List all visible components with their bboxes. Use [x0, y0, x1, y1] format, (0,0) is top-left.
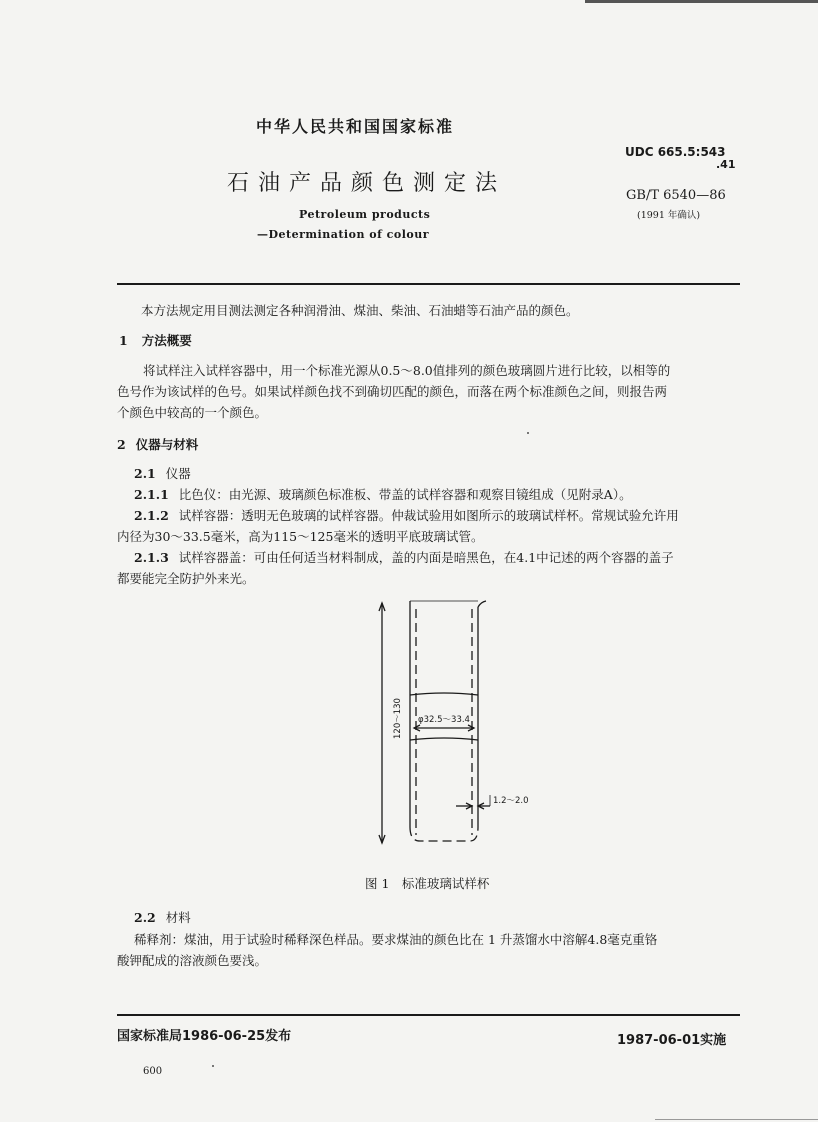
section-title: 方法概要	[141, 333, 192, 348]
page-number: 600	[143, 1066, 163, 1077]
figure-caption: 图 1 标准玻璃试样杯	[365, 876, 490, 891]
section-2-1-2	[134, 505, 679, 526]
section-2-2-line2: 酸钾配成的溶液颜色要浅。	[117, 953, 268, 968]
section-text: 试样容器盖：可由任何适当材料制成，盖的内面是暗黑色，在4.1中记述的两个容器的盖子	[178, 550, 674, 565]
issue-date: 国家标准局1986-06-25发布	[117, 1029, 292, 1044]
section-number: 2.1.3	[134, 550, 169, 565]
section-2-1-3-cont: 都要能完全防护外来光。	[117, 571, 255, 586]
wall-thickness-label: 1.2～2.0	[493, 796, 529, 806]
section-number: 1	[119, 333, 128, 348]
section-number: 2.1	[134, 466, 156, 481]
section-1-line1: 将试样注入试样容器中，用一个标准光源从0.5～8.0值排列的颜色玻璃圆片进行比较，以相等的	[143, 363, 671, 378]
section-title: 材料	[165, 910, 191, 925]
diameter-label: φ32.5～33.4	[418, 715, 470, 725]
section-2-1-heading	[134, 463, 191, 484]
confirmation-note: (1991 年确认)	[637, 210, 701, 221]
section-title: 仪器	[165, 466, 191, 481]
standard-number: GB/T 6540—86	[626, 188, 726, 203]
footer-rule	[117, 1014, 740, 1016]
scan-edge	[655, 1119, 818, 1120]
standard-org-title: 中华人民共和国国家标准	[256, 117, 455, 136]
document-title: 石油产品颜色测定法	[227, 171, 507, 196]
height-label: 120～130	[393, 698, 403, 739]
liquid-level-top	[410, 693, 478, 695]
english-title-line2: —Determination of colour	[257, 228, 430, 241]
section-number: 2.1.1	[134, 487, 169, 502]
scan-edge	[585, 0, 818, 3]
section-2-heading	[117, 434, 198, 455]
section-2-2-heading	[134, 907, 191, 928]
section-text: 比色仪：由光源、玻璃颜色标准板、带盖的试样容器和观察目镜组成（见附录A）。	[178, 487, 632, 502]
section-title: 仪器与材料	[135, 437, 199, 452]
sample-cup-figure	[370, 595, 560, 855]
section-number: 2.1.2	[134, 508, 169, 523]
section-number: 2.2	[134, 910, 156, 925]
header-rule	[117, 283, 740, 285]
english-title-line1: Petroleum products	[299, 208, 431, 221]
section-2-1-2-cont: 内径为30～33.5毫米，高为115～125毫米的透明平底玻璃试管。	[117, 529, 484, 544]
section-1-line2: 色号作为该试样的色号。如果试样颜色找不到确切匹配的颜色，而落在两个标准颜色之间，则报告两	[117, 384, 668, 399]
section-1-heading	[119, 330, 192, 351]
section-2-1-1	[134, 484, 632, 505]
scan-speck	[212, 1065, 214, 1067]
section-2-1-3	[134, 547, 674, 568]
section-2-2-line1: 稀释剂：煤油，用于试验时稀释深色样品。要求煤油的颜色比在 1 升蒸馏水中溶解4.8毫克重铬	[134, 932, 658, 947]
udc-code: UDC 665.5:543	[625, 145, 726, 159]
udc-code-cont: .41	[716, 158, 736, 171]
scan-speck	[527, 432, 529, 434]
cup-spout	[478, 601, 486, 607]
intro-paragraph: 本方法规定用目测法测定各种润滑油、煤油、柴油、石油蜡等石油产品的颜色。	[141, 303, 579, 318]
section-1-line3: 个颜色中较高的一个颜色。	[117, 405, 268, 420]
section-text: 试样容器：透明无色玻璃的试样容器。仲裁试验用如图所示的玻璃试样杯。常规试验允许用	[178, 508, 679, 523]
effective-date: 1987-06-01实施	[617, 1033, 727, 1048]
liquid-level-bottom	[410, 738, 478, 740]
section-number: 2	[117, 437, 126, 452]
cup-bottom	[410, 827, 478, 841]
